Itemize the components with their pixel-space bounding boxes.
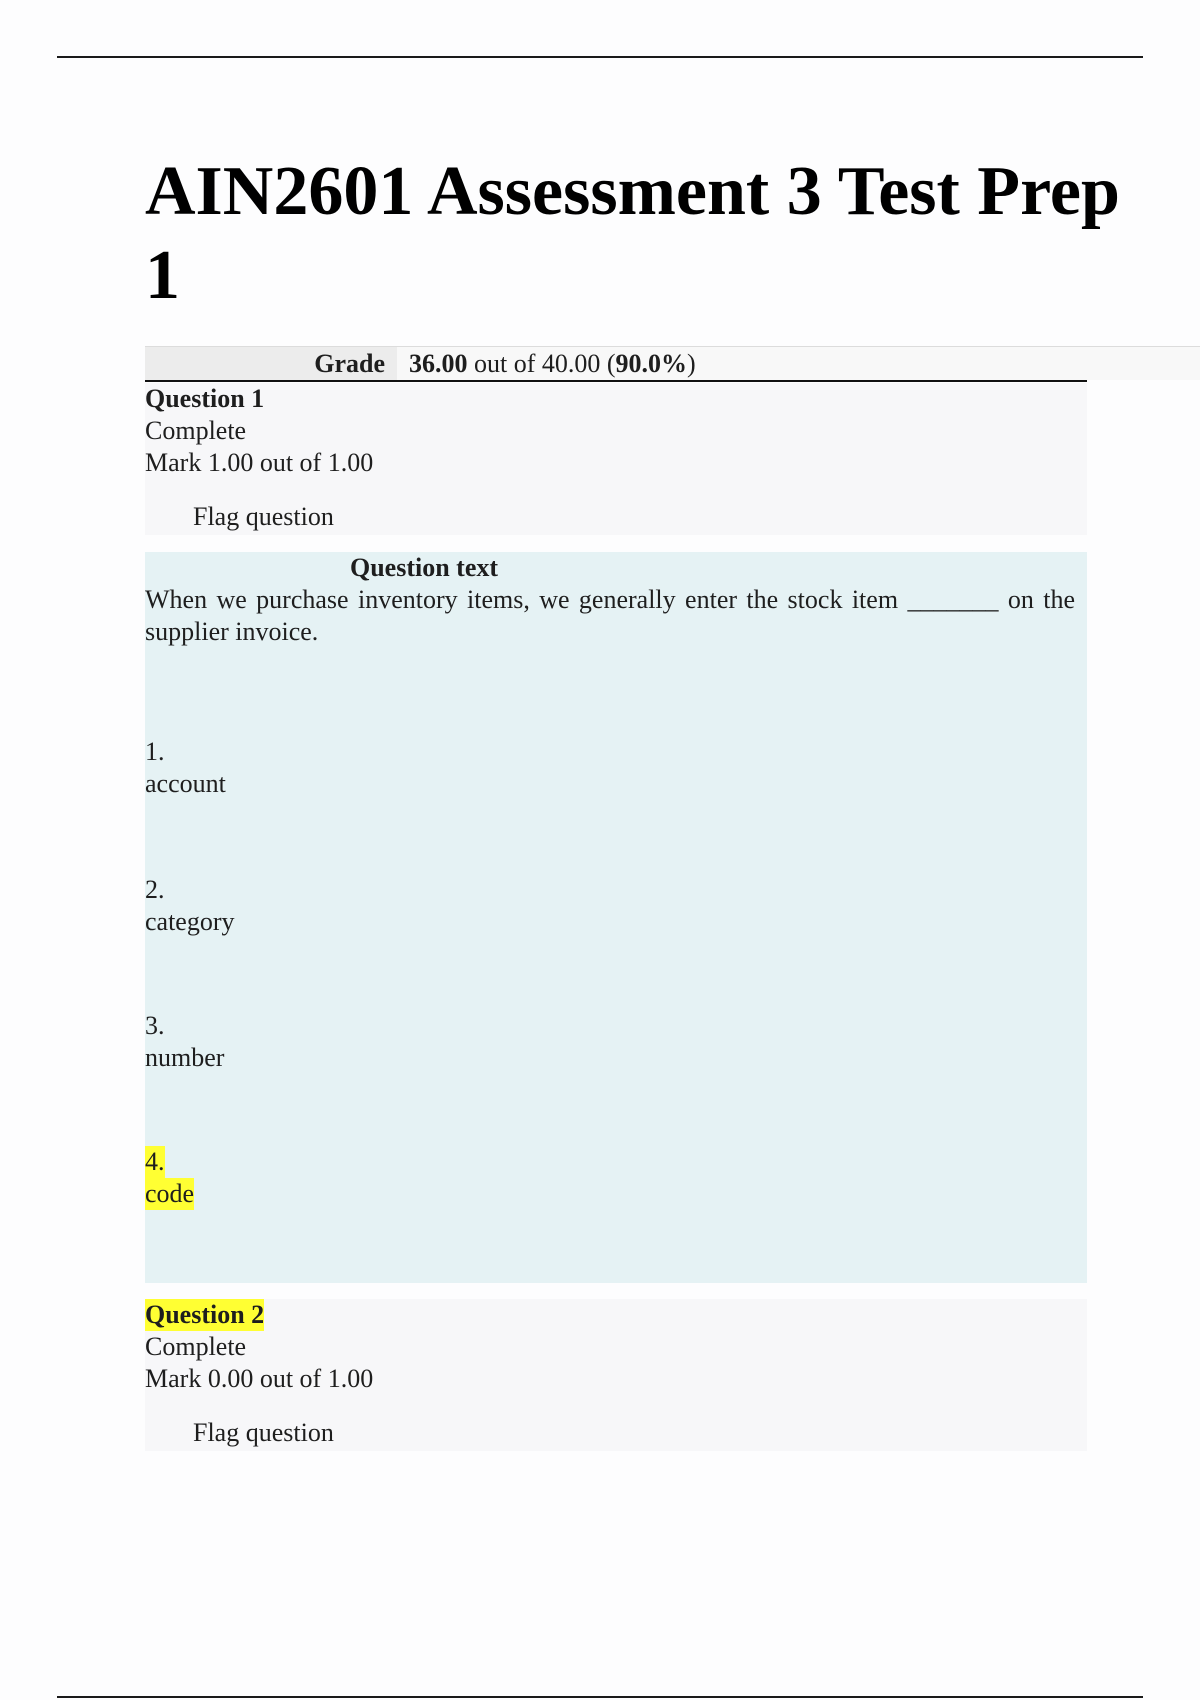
question-2-mark: Mark 0.00 out of 1.00 bbox=[145, 1364, 374, 1393]
answer-1-label: account bbox=[145, 769, 226, 798]
answer-3-number: 3. bbox=[145, 1011, 165, 1040]
answer-2-label: category bbox=[145, 907, 235, 936]
answer-option-1[interactable] bbox=[145, 736, 226, 800]
question-2-info bbox=[145, 1299, 1087, 1451]
answer-4-number: 4. bbox=[145, 1147, 165, 1176]
question-1-flag-link[interactable]: Flag question bbox=[193, 502, 334, 531]
answer-4-label: code bbox=[145, 1179, 195, 1208]
grade-value bbox=[397, 346, 1200, 380]
grade-percent: 90.0% bbox=[615, 349, 688, 378]
question-1-mark: Mark 1.00 out of 1.00 bbox=[145, 448, 374, 477]
page-title: AIN2601 Assessment 3 Test Prep 1 bbox=[145, 153, 1120, 314]
question-2-flag-link[interactable]: Flag question bbox=[193, 1418, 334, 1447]
bottom-rule bbox=[57, 1696, 1143, 1698]
answer-1-number: 1. bbox=[145, 737, 165, 766]
answer-option-2[interactable] bbox=[145, 874, 235, 938]
question-1-status: Complete bbox=[145, 416, 247, 445]
grade-summary bbox=[145, 346, 1200, 380]
question-text-heading: Question text bbox=[350, 553, 499, 582]
grade-divider bbox=[145, 380, 1087, 382]
answer-option-4[interactable] bbox=[145, 1146, 194, 1210]
question-1-info bbox=[145, 383, 1087, 535]
grade-out-of: out of 40.00 ( bbox=[467, 349, 616, 378]
answer-2-number: 2. bbox=[145, 875, 165, 904]
grade-label: Grade bbox=[145, 346, 397, 380]
question-1-text: When we purchase inventory items, we generally enter the stock item _______ on the supplier invoice. bbox=[145, 585, 1075, 646]
question-2-number: Question 2 bbox=[145, 1300, 265, 1329]
answer-3-label: number bbox=[145, 1043, 225, 1072]
question-1-number: Question 1 bbox=[145, 384, 265, 413]
top-rule bbox=[57, 56, 1143, 58]
grade-close: ) bbox=[687, 349, 696, 378]
grade-score: 36.00 bbox=[409, 349, 468, 378]
answer-option-3[interactable] bbox=[145, 1010, 224, 1074]
question-2-status: Complete bbox=[145, 1332, 247, 1361]
question-1-text-panel bbox=[145, 552, 1087, 1283]
